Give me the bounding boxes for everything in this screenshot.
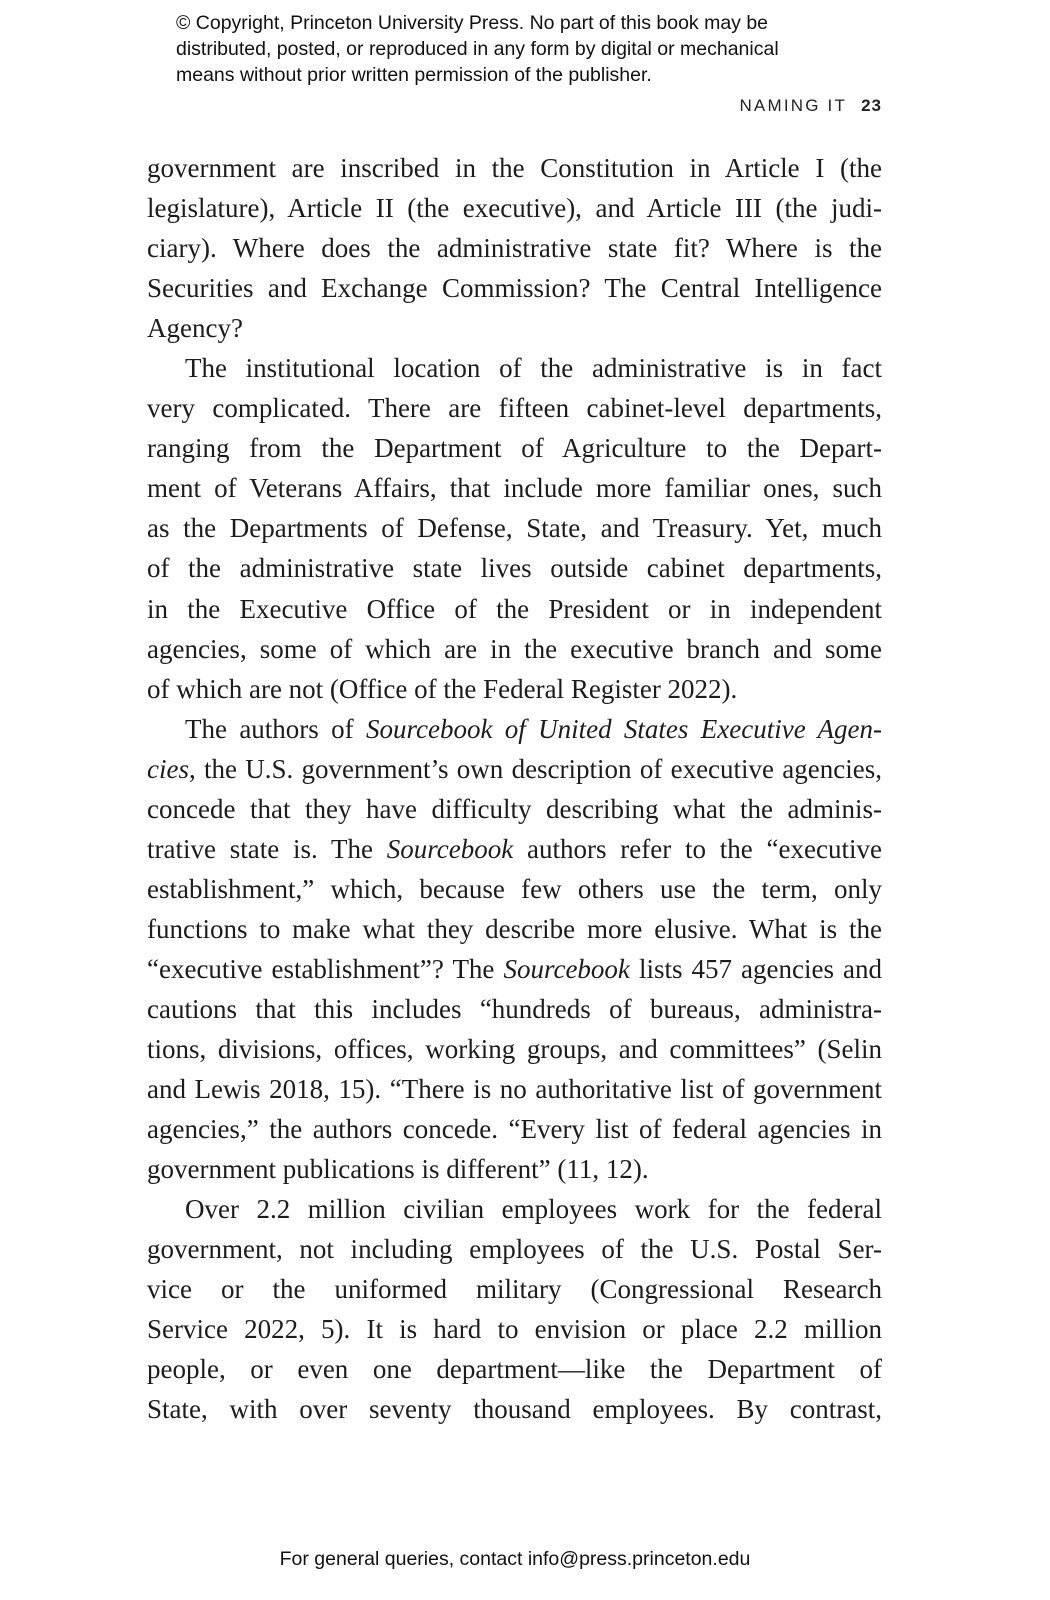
copyright-line: distributed, posted, or reproduced in any form by digital or mechanical — [176, 38, 779, 60]
text-line — [147, 1029, 882, 1069]
text-segment: people, or even one department—like the Department of — [147, 1354, 882, 1385]
text-line — [147, 268, 882, 308]
text-segment: of which are not (Office of the Federal Register 2022). — [147, 673, 738, 704]
text-segment: functions to make what they describe more elusive. What is the — [147, 913, 882, 944]
text-line — [147, 188, 882, 228]
italic-title: cies — [147, 753, 189, 784]
text-segment: Securities and Exchange Commission? The Central Intelligence — [147, 273, 882, 304]
text-line — [147, 629, 882, 669]
text-segment: in the Executive Office of the President or in independent — [147, 593, 882, 624]
text-segment: The institutional location of the administrative is in fact — [185, 353, 882, 384]
text-segment: ranging from the Department of Agriculture to the Depart- — [147, 433, 882, 464]
text-segment: trative state is. The — [147, 833, 387, 864]
text-line — [147, 468, 882, 508]
italic-title: Sourcebook — [386, 833, 514, 864]
text-segment: authors refer to the “executive — [513, 833, 882, 864]
text-line — [147, 669, 882, 709]
text-line — [147, 1109, 882, 1149]
text-line — [147, 308, 882, 348]
running-head — [739, 96, 882, 116]
text-line — [147, 829, 882, 869]
text-segment: cautions that this includes “hundreds of bureaus, administra- — [147, 993, 882, 1024]
text-line — [147, 1349, 882, 1389]
italic-title: Sourcebook of United States Executive Agen- — [365, 713, 882, 744]
text-line — [147, 228, 882, 268]
text-line — [147, 989, 882, 1029]
page-number: 23 — [861, 96, 882, 115]
text-segment: The authors of — [185, 713, 366, 744]
text-line — [147, 1389, 882, 1429]
text-segment: lists 457 agencies and — [629, 953, 882, 984]
text-segment: government, not including employees of the U.S. Postal Ser- — [147, 1234, 882, 1265]
text-line — [147, 548, 882, 588]
text-segment: government publications is different” (11, 12). — [147, 1154, 649, 1185]
text-segment: and Lewis 2018, 15). “There is no authoritative list of government — [147, 1074, 882, 1105]
text-line — [147, 348, 882, 388]
text-line — [147, 508, 882, 548]
text-line — [147, 789, 882, 829]
text-line — [147, 1189, 882, 1229]
text-segment: concede that they have difficulty describing what the adminis- — [147, 793, 882, 824]
text-line — [147, 949, 882, 989]
text-segment: “executive establishment”? The — [147, 953, 504, 984]
copyright-line: © Copyright, Princeton University Press. No part of this book may be — [176, 12, 769, 34]
text-segment: Over 2.2 million civilian employees work for the federal — [185, 1194, 882, 1225]
text-segment: government are inscribed in the Constitution in Article I (the — [147, 153, 882, 183]
italic-title: Sourcebook — [503, 953, 630, 984]
text-segment: Service 2022, 5). It is hard to envision or place 2.2 million — [147, 1314, 882, 1345]
text-line — [147, 1229, 882, 1269]
text-line — [147, 388, 882, 428]
text-line — [147, 1149, 882, 1189]
copyright-notice — [176, 10, 779, 88]
text-segment: very complicated. There are fifteen cabinet-level departments, — [147, 393, 882, 424]
text-line — [147, 1269, 882, 1309]
text-segment: ment of Veterans Affairs, that include more familiar ones, such — [147, 473, 882, 504]
text-segment: agencies, some of which are in the executive branch and some — [147, 633, 882, 664]
text-segment: tions, divisions, offices, working groups, and committees” (Selin — [147, 1034, 882, 1065]
text-segment: , the U.S. government’s own description of executive agencies, — [188, 753, 882, 784]
text-segment: agencies,” the authors concede. “Every list of federal agencies in — [147, 1114, 882, 1145]
text-line — [147, 909, 882, 949]
text-line — [147, 869, 882, 909]
text-line — [147, 589, 882, 629]
text-line — [147, 148, 882, 188]
text-segment: Agency? — [147, 313, 243, 344]
text-segment: vice or the uniformed military (Congressional Research — [147, 1274, 882, 1305]
body-text — [147, 148, 882, 1430]
text-segment: ciary). Where does the administrative state fit? Where is the — [147, 233, 882, 264]
chapter-title: NAMING IT — [739, 96, 848, 115]
text-line — [147, 1309, 882, 1349]
text-line — [147, 709, 882, 749]
copyright-line: means without prior written permission of the publisher. — [176, 64, 652, 86]
text-segment: legislature), Article II (the executive), and Article III (the judi- — [147, 193, 882, 224]
footer-contact: For general queries, contact info@press.princeton.edu — [279, 1548, 751, 1570]
text-line — [147, 428, 882, 468]
text-line — [147, 749, 882, 789]
text-segment: as the Departments of Defense, State, and Treasury. Yet, much — [147, 513, 882, 544]
text-segment: of the administrative state lives outside cabinet departments, — [147, 553, 882, 584]
text-line — [147, 1069, 882, 1109]
text-segment: State, with over seventy thousand employees. By contrast, — [147, 1394, 882, 1425]
text-segment: establishment,” which, because few others use the term, only — [147, 873, 882, 904]
